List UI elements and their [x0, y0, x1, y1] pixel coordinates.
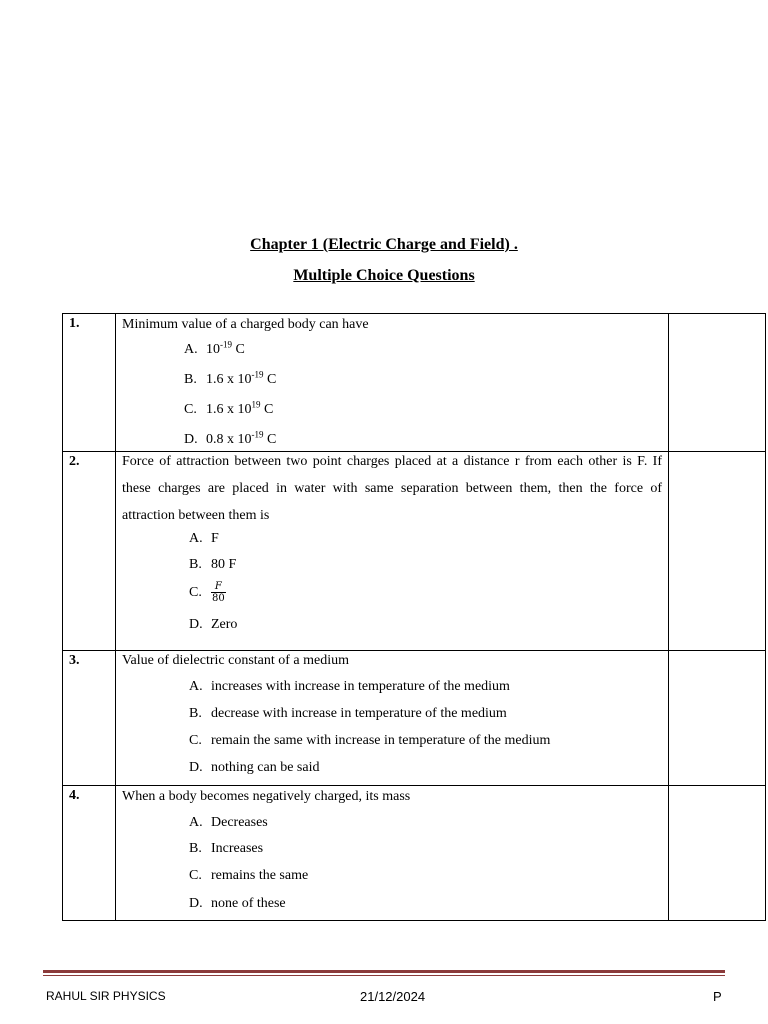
option-label: D.	[184, 432, 198, 447]
option-unit: C	[260, 402, 274, 417]
option-exponent: 19	[251, 399, 261, 410]
list-item	[189, 839, 662, 866]
footer-divider	[43, 970, 725, 973]
list-item	[184, 430, 662, 450]
question-cell	[116, 651, 669, 786]
list-item	[189, 894, 662, 914]
option-label: B.	[189, 706, 202, 721]
option-text: 1.6 x 10	[206, 402, 252, 417]
question-cell	[116, 314, 669, 452]
option-text: remain the same with increase in temperature of the medium	[211, 733, 551, 748]
option-unit: C	[232, 342, 245, 357]
question-text: When a body becomes negatively charged, its mass	[122, 789, 411, 804]
list-item	[189, 615, 662, 637]
option-text: Increases	[211, 841, 264, 856]
option-label: D.	[189, 760, 203, 775]
question-text: Value of dielectric constant of a medium	[122, 653, 350, 668]
option-unit: C	[263, 432, 277, 447]
list-item	[189, 866, 662, 894]
option-text: decrease with increase in temperature of the medium	[211, 706, 507, 721]
option-text: F	[211, 531, 219, 546]
options-list	[189, 677, 662, 778]
option-text: remains the same	[211, 868, 309, 883]
option-label: C.	[189, 733, 202, 748]
option-text: 0.8 x 10	[206, 432, 252, 447]
table-row	[63, 452, 766, 651]
option-label: D.	[189, 617, 203, 632]
list-item	[189, 813, 662, 839]
option-exponent: -19	[220, 339, 232, 350]
fraction-denominator: 80	[212, 593, 225, 604]
list-item	[189, 555, 662, 581]
list-item	[189, 758, 662, 778]
option-label: D.	[189, 896, 203, 911]
list-item	[189, 529, 662, 555]
section-title: Multiple Choice Questions	[293, 267, 475, 284]
list-item	[184, 340, 662, 370]
option-label: C.	[189, 584, 202, 600]
marks-cell	[669, 314, 766, 452]
mcq-table	[62, 313, 766, 921]
option-text: increases with increase in temperature of the medium	[211, 679, 510, 694]
option-exponent: -19	[251, 429, 264, 440]
question-number: 1.	[63, 314, 116, 452]
option-label: C.	[184, 402, 197, 417]
option-text: 80 F	[211, 557, 237, 572]
list-item	[189, 731, 662, 758]
options-list	[184, 340, 662, 450]
question-number: 4.	[63, 786, 116, 921]
fraction	[211, 581, 226, 604]
option-unit: C	[263, 372, 277, 387]
options-list	[189, 813, 662, 914]
table-row	[63, 786, 766, 921]
option-label: A.	[184, 342, 198, 357]
list-item	[184, 370, 662, 400]
footer-page: P	[713, 989, 722, 1004]
option-text: none of these	[211, 896, 286, 911]
option-label: C.	[189, 868, 202, 883]
footer-left: RAHUL SIR PHYSICS	[46, 989, 166, 1003]
marks-cell	[669, 651, 766, 786]
question-cell	[116, 786, 669, 921]
option-label: B.	[189, 557, 202, 572]
fraction-numerator: F	[211, 581, 226, 593]
option-label: A.	[189, 531, 203, 546]
question-text: Force of attraction between two point charges placed at a distance r from each other is F. If these charges are placed in water with same separation between them, then the force of attraction between them is	[122, 454, 662, 523]
list-item	[189, 581, 662, 615]
option-text: 10	[206, 342, 220, 357]
option-text: nothing can be said	[211, 760, 320, 775]
marks-cell	[669, 452, 766, 651]
option-label: A.	[189, 679, 203, 694]
table-row	[63, 651, 766, 786]
option-exponent: -19	[251, 369, 264, 380]
list-item	[184, 400, 662, 430]
option-text: Zero	[211, 617, 238, 632]
question-text: Minimum value of a charged body can have	[122, 317, 369, 332]
option-text: 1.6 x 10	[206, 372, 252, 387]
marks-cell	[669, 786, 766, 921]
table-row	[63, 314, 766, 452]
footer-date: 21/12/2024	[360, 989, 426, 1004]
option-label: B.	[184, 372, 197, 387]
question-number: 2.	[63, 452, 116, 651]
option-label: B.	[189, 841, 202, 856]
question-cell	[116, 452, 669, 651]
option-text: Decreases	[211, 815, 268, 830]
chapter-title: Chapter 1 (Electric Charge and Field) .	[250, 236, 518, 253]
footer-divider-thin	[43, 975, 725, 976]
options-list	[189, 529, 662, 637]
option-label: A.	[189, 815, 203, 830]
question-number: 3.	[63, 651, 116, 786]
list-item	[189, 704, 662, 731]
list-item	[189, 677, 662, 704]
